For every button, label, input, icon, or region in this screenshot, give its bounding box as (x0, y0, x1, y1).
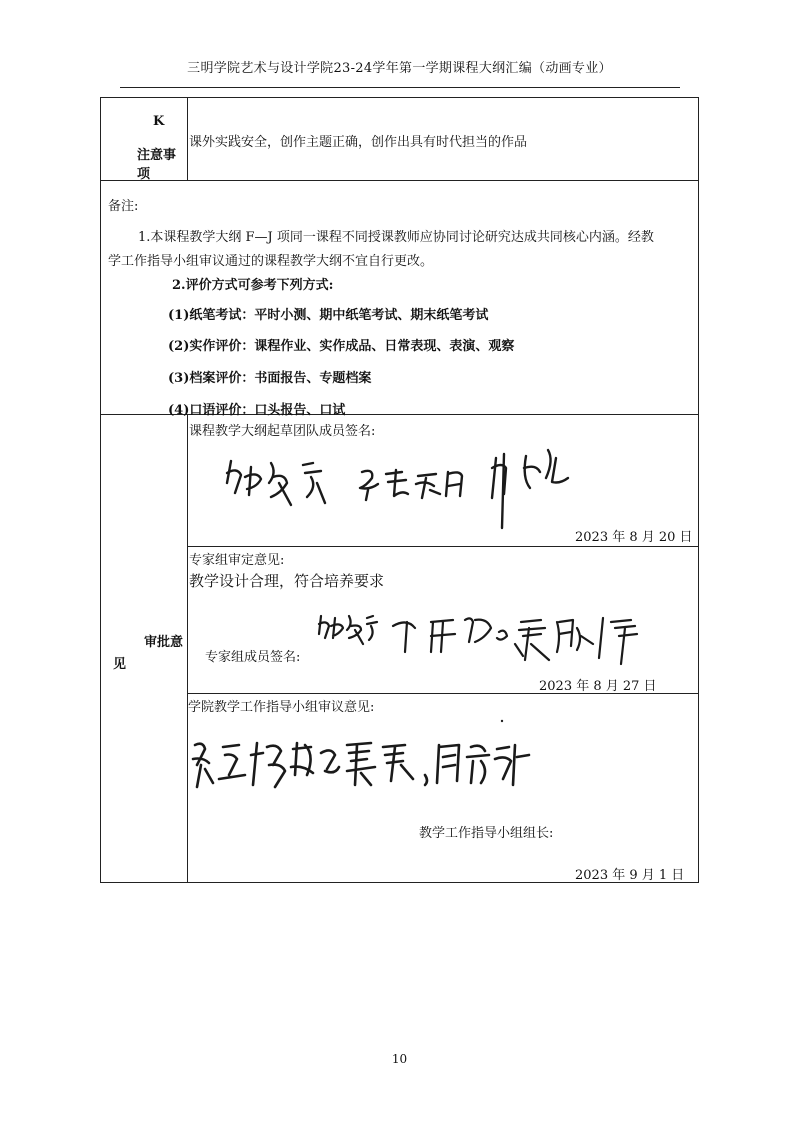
college-leader-label: 教学工作指导小组组长: (419, 826, 554, 841)
page-number: 10 (391, 1052, 408, 1066)
drafting-date: 2023 年 8 月 20 日 (575, 530, 693, 545)
row-divider-drafting (187, 546, 698, 547)
method-item: (3)档案评价：书面报告、专题档案 (168, 371, 372, 386)
approval-label-line1: 审批意 (144, 635, 184, 650)
approval-label-line2: 见 (113, 657, 127, 672)
expert-title: 专家组审定意见: (189, 553, 285, 568)
row-k-content: 课外实践安全，创作主题正确，创作出具有时代担当的作品 (189, 135, 528, 150)
college-title: 学院教学工作指导小组审议意见: (188, 700, 375, 715)
notes-title: 备注: (108, 199, 139, 214)
college-handwritten-opinion (189, 735, 534, 800)
method-item: (4)口语评价：口头报告、口试 (168, 403, 346, 418)
drafting-signature-2 (356, 460, 471, 505)
col-divider-k (187, 98, 188, 180)
row-k-label-line1: 注意事 (137, 148, 177, 163)
method-item: (2)实作评价：课程作业、实作成品、日常表现、表演、观察 (168, 339, 515, 354)
expert-opinion: 教学设计合理，符合培养要求 (189, 572, 385, 590)
row-k-code: K (153, 114, 165, 129)
header-rule (120, 87, 680, 88)
row-k-label-line2: 项 (137, 167, 151, 182)
col-divider-approval (187, 414, 188, 882)
ink-dot (499, 718, 505, 724)
method-item: (1)纸笔考试：平时小测、期中纸笔考试、期末纸笔考试 (168, 308, 489, 323)
college-date: 2023 年 9 月 1 日 (575, 868, 685, 883)
notes-item2: 2.评价方式可参考下列方式: (172, 278, 334, 293)
expert-members-label: 专家组成员签名: (205, 650, 301, 665)
row-divider-k (101, 180, 698, 181)
syllabus-table (100, 97, 699, 883)
notes-item1-line2: 学工作指导小组审议通过的课程教学大纲不宜自行更改。 (108, 254, 434, 269)
expert-date: 2023 年 8 月 27 日 (539, 679, 657, 694)
notes-item1-line1: 1.本课程教学大纲 F—J 项同一课程不同授课教师应协同讨论研究达成共同核心内涵。经教 (138, 230, 654, 245)
drafting-signature-1 (221, 453, 341, 513)
page-header-title: 三明学院艺术与设计学院23-24学年第一学期课程大纲汇编（动画专业） (187, 61, 612, 76)
drafting-signature-3 (486, 438, 576, 538)
drafting-title: 课程教学大纲起草团队成员签名: (189, 424, 376, 439)
expert-signatures (315, 608, 645, 673)
